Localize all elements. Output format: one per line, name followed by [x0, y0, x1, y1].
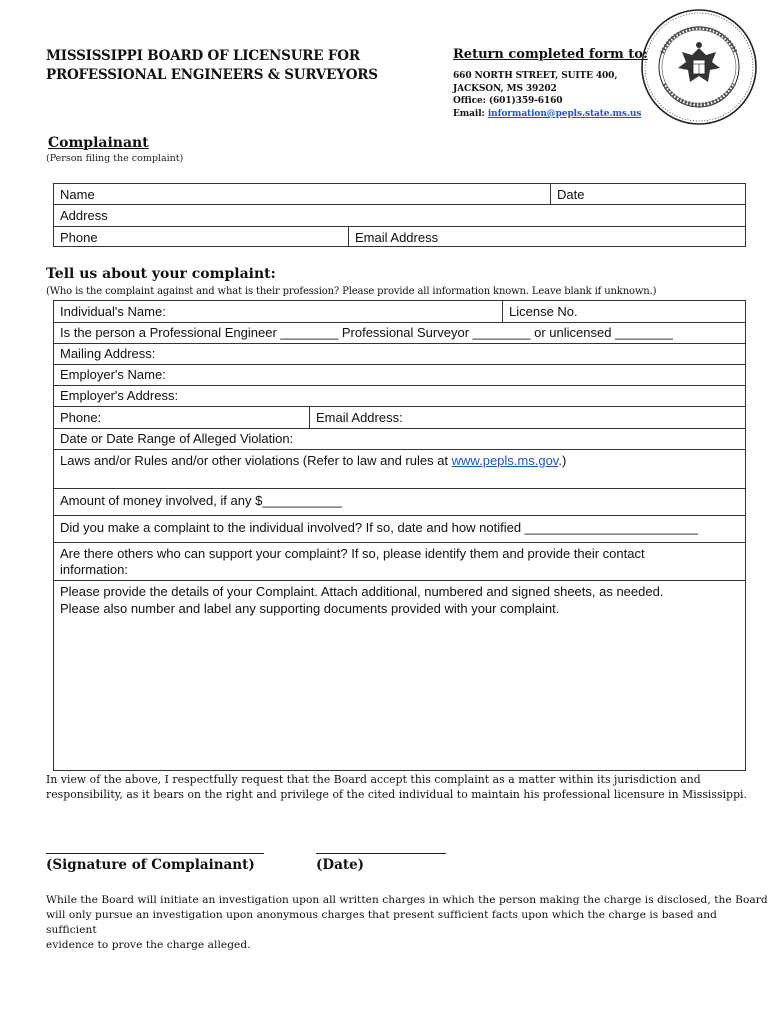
signature-date-label: (Date) — [316, 857, 365, 873]
signature-line[interactable] — [46, 853, 264, 854]
return-title: Return completed form to: — [453, 47, 648, 62]
complainant-subtitle: (Person filing the complaint) — [46, 153, 184, 164]
supporting-witnesses-line2: information: — [60, 562, 128, 577]
investigation-notice — [46, 893, 770, 953]
board-name-line1: MISSISSIPPI BOARD OF LICENSURE FOR — [46, 48, 360, 64]
money-involved-field[interactable]: Amount of money involved, if any $___________ — [60, 493, 342, 508]
supporting-witnesses-line1: Are there others who can support your complaint? If so, please identify them and provide their contact — [60, 546, 645, 561]
supporting-witnesses-field[interactable] — [60, 546, 645, 578]
investigation-notice-line2: will only pursue an investigation upon anonymous charges that present sufficient facts upon which the charge is based and sufficient — [46, 909, 718, 936]
return-email — [453, 109, 641, 119]
laws-violated-prefix: Laws and/or Rules and/or other violations (Refer to law and rules at — [60, 453, 452, 468]
complainant-title: Complainant — [48, 135, 149, 151]
investigation-notice-line3: evidence to prove the charge alleged. — [46, 939, 251, 951]
laws-violated-suffix: .) — [558, 453, 567, 468]
individual-name-field[interactable]: Individual's Name: — [60, 304, 166, 319]
date-line[interactable] — [316, 853, 446, 854]
complainant-address-field[interactable]: Address — [60, 208, 108, 223]
complaint-title: Tell us about your complaint: — [46, 266, 276, 282]
individual-phone-field[interactable]: Phone: — [60, 410, 102, 425]
return-email-link[interactable]: information@pepls.state.ms.us — [487, 109, 642, 119]
request-statement — [46, 772, 747, 802]
investigation-notice-line1: While the Board will initiate an investigation upon all written charges in which the person making the charge is disclosed, the Board — [46, 894, 768, 906]
return-office-phone: Office: (601)359-6160 — [453, 96, 563, 106]
complainant-name-field[interactable]: Name — [60, 187, 95, 202]
license-no-field[interactable]: License No. — [509, 304, 578, 319]
request-statement-line1: In view of the above, I respectfully request that the Board accept this complaint as a matter within its jurisdiction and — [46, 773, 701, 786]
mailing-address-field[interactable]: Mailing Address: — [60, 346, 156, 361]
complainant-email-field[interactable]: Email Address — [355, 230, 439, 245]
employer-name-field[interactable]: Employer's Name: — [60, 367, 166, 382]
pepls-website-link[interactable]: www.pepls.ms.gov — [451, 453, 559, 468]
complaint-details-field[interactable] — [60, 583, 663, 617]
profession-question-field[interactable]: Is the person a Professional Engineer ________ Professional Surveyor ________ or unlicensed ________ — [60, 325, 673, 340]
violation-date-field[interactable]: Date or Date Range of Alleged Violation: — [60, 431, 294, 446]
complainant-phone-field[interactable]: Phone — [60, 230, 98, 245]
prior-complaint-field[interactable]: Did you make a complaint to the individual involved? If so, date and how notified ________________________ — [60, 520, 699, 535]
return-address-line1: 660 NORTH STREET, SUITE 400, — [453, 71, 618, 81]
complaint-details-line1: Please provide the details of your Complaint. Attach additional, numbered and signed sheets, as needed. — [60, 584, 664, 599]
request-statement-line2: responsibility, as it bears on the right and privilege of the cited individual to maintain his professional licensure in Mississippi. — [46, 788, 748, 801]
signature-label: (Signature of Complainant) — [46, 857, 255, 873]
return-address-line2: JACKSON, MS 39202 — [453, 84, 557, 94]
board-name-line2: PROFESSIONAL ENGINEERS & SURVEYORS — [46, 67, 378, 83]
complaint-subtitle: (Who is the complaint against and what is their profession? Please provide all information known. Leave blank if unknown.) — [46, 286, 657, 297]
state-seal-icon — [640, 8, 758, 126]
board-name — [46, 47, 378, 85]
complaint-details-line2: Please also number and label any supporting documents provided with your complaint. — [60, 601, 560, 616]
individual-email-field[interactable]: Email Address: — [316, 410, 403, 425]
return-email-label: Email: — [453, 109, 488, 119]
complainant-date-field[interactable]: Date — [557, 187, 585, 202]
laws-violated-field[interactable] — [60, 453, 566, 468]
employer-address-field[interactable]: Employer's Address: — [60, 388, 179, 403]
